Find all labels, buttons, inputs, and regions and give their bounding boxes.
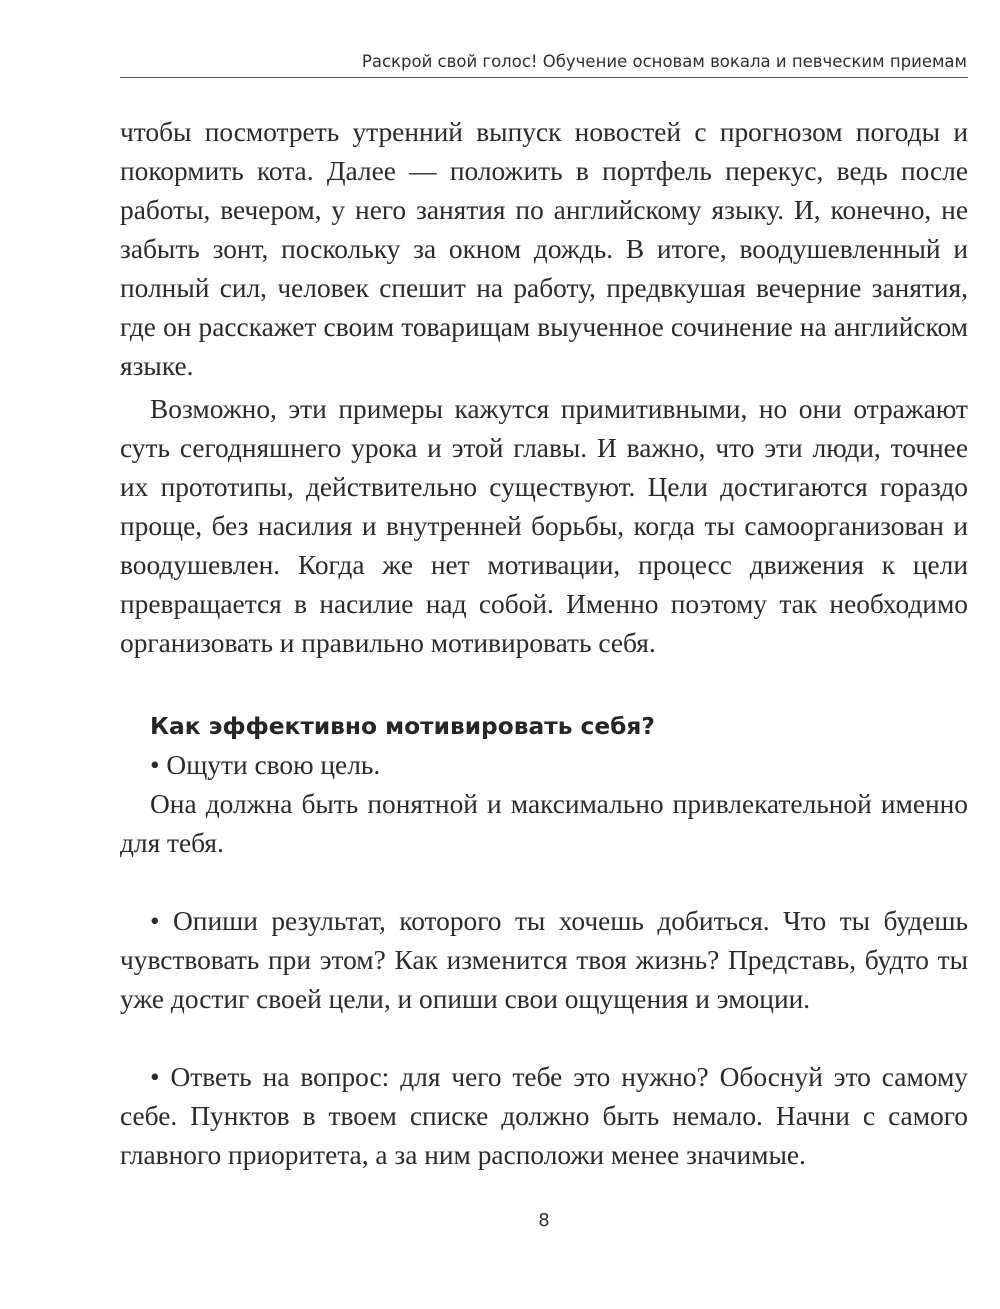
bullet-2: • Опиши результат, которого ты хочешь добиться. Что ты будешь чувствовать при этом? Как изменится твоя жизнь? Представь, будто ты уже достиг своей цели, и опиши свои ощущения и эмоции. (120, 906, 968, 1014)
bullet-1-text: Она должна быть понятной и максимально привлекательной именно для тебя. (120, 789, 968, 858)
bullet-1: • Ощути свою цель. (150, 750, 381, 780)
paragraph-1: чтобы посмотреть утренний выпуск новостей с прогнозом погоды и покормить кота. Далее — положить в портфель перекус, ведь после работы, вечером, у него занятия по английскому языку. И, конечно, не забыть зонт, поскольку за окном дождь. В итоге, воодушевленный и полный сил, человек спешит на работу, предвкушая вечерние занятия, где он расскажет своим товарищам выученное сочинение на английском языке. (120, 117, 968, 381)
bullet-3: • Ответь на вопрос: для чего тебе это нужно? Обоснуй это самому себе. Пунктов в твоем списке должно быть немало. Начни с самого главного приоритета, а за ним расположи менее значимые. (120, 1062, 968, 1170)
running-header: Раскрой свой голос! Обучение основам вокала и певческим приемам (361, 52, 967, 71)
page-body (120, 113, 968, 1175)
section-heading: Как эффективно мотивировать себя? (150, 713, 655, 740)
header-divider (120, 77, 968, 78)
paragraph-2: Возможно, эти примеры кажутся примитивными, но они отражают суть сегодняшнего урока и этой главы. И важно, что эти люди, точнее их прототипы, действительно существуют. Цели достигаются гораздо проще, без насилия и внутренней борьбы, когда ты самоорганизован и воодушевлен. Когда же нет мотивации, процесс движения к цели превращается в насилие над собой. Именно поэтому так необходимо организовать и правильно мотивировать себя. (120, 394, 968, 658)
page-number: 8 (538, 1210, 550, 1231)
